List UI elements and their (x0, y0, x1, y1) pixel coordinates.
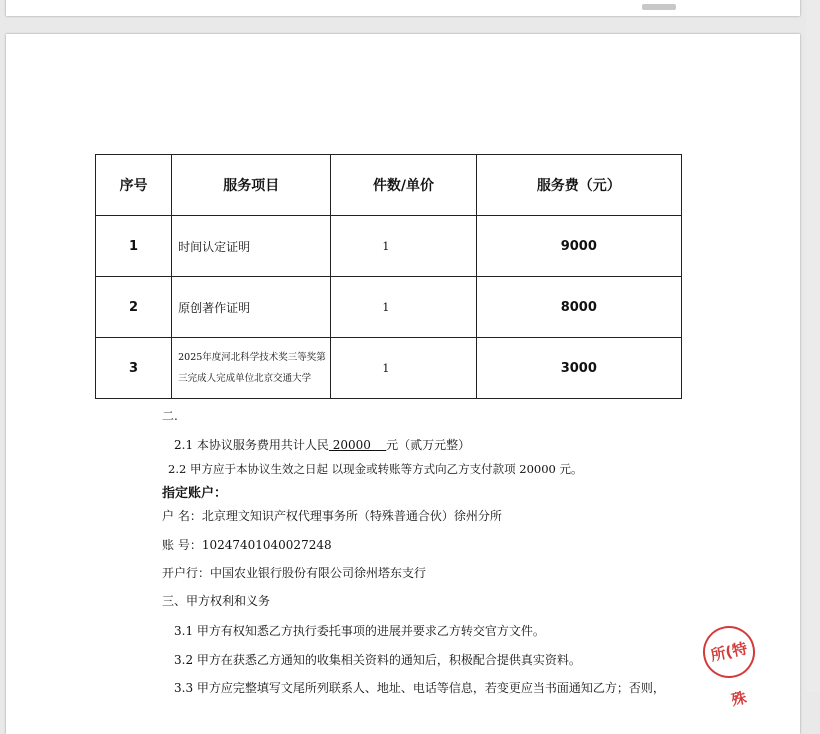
row-item: 原创著作证明 (172, 277, 331, 338)
viewer-background-strip (806, 0, 820, 692)
company-seal-stamp: 所(特殊 (698, 621, 760, 683)
row-fee: 8000 (476, 277, 681, 338)
row-no: 3 (96, 338, 172, 399)
service-fee-table (95, 154, 682, 399)
clause-2-1 (174, 436, 470, 453)
clause-3-2: 3.2 甲方在获悉乙方通知的收集相关资料的通知后，积极配合提供真实资料。 (174, 653, 581, 667)
clause-3-3: 3.3 甲方应完整填写文尾所列联系人、地址、电话等信息，若变更应当书面通知乙方；否则， (174, 681, 665, 695)
clause-3-1: 3.1 甲方有权知悉乙方执行委托事项的进展并要求乙方转交官方文件。 (174, 624, 545, 638)
document-page (6, 34, 800, 734)
account-number: 账 号：10247401040027248 (162, 538, 332, 552)
header-no: 序号 (96, 155, 172, 216)
header-item: 服务项目 (172, 155, 331, 216)
table-header-row (96, 155, 682, 216)
bank-name: 开户行：中国农业银行股份有限公司徐州塔东支行 (162, 566, 427, 580)
account-name: 户 名：北京理文知识产权代理事务所（特殊普通合伙）徐州分所 (162, 509, 502, 523)
header-qty: 件数/单价 (331, 155, 476, 216)
row-qty: 1 (331, 338, 476, 399)
row-item: 时间认定证明 (172, 216, 331, 277)
clause-2-2: 2.2 甲方应于本协议生效之日起 以现金或转账等方式向乙方支付款项 20000 元。 (168, 462, 583, 476)
clause-2-1-amount: 20000 (328, 438, 387, 452)
section-2-heading: 二. (162, 409, 178, 423)
table-row (96, 277, 682, 338)
header-fee: 服务费（元） (476, 155, 681, 216)
row-no: 2 (96, 277, 172, 338)
clause-2-1-pre: 2.1 本协议服务费用共计人民 (174, 438, 329, 452)
row-qty: 1 (331, 277, 476, 338)
account-heading: 指定账户： (162, 486, 228, 501)
previous-page (6, 0, 800, 16)
table-row (96, 338, 682, 399)
row-no: 1 (96, 216, 172, 277)
section-3-heading: 三、甲方权利和义务 (162, 594, 271, 608)
previous-page-text-fragment (642, 4, 676, 10)
row-fee: 9000 (476, 216, 681, 277)
clause-2-1-post: 元（贰万元整） (386, 438, 471, 452)
table-row (96, 216, 682, 277)
row-qty: 1 (331, 216, 476, 277)
row-fee: 3000 (476, 338, 681, 399)
row-item: 2025年度河北科学技术奖三等奖第三完成人完成单位北京交通大学 (172, 338, 331, 399)
